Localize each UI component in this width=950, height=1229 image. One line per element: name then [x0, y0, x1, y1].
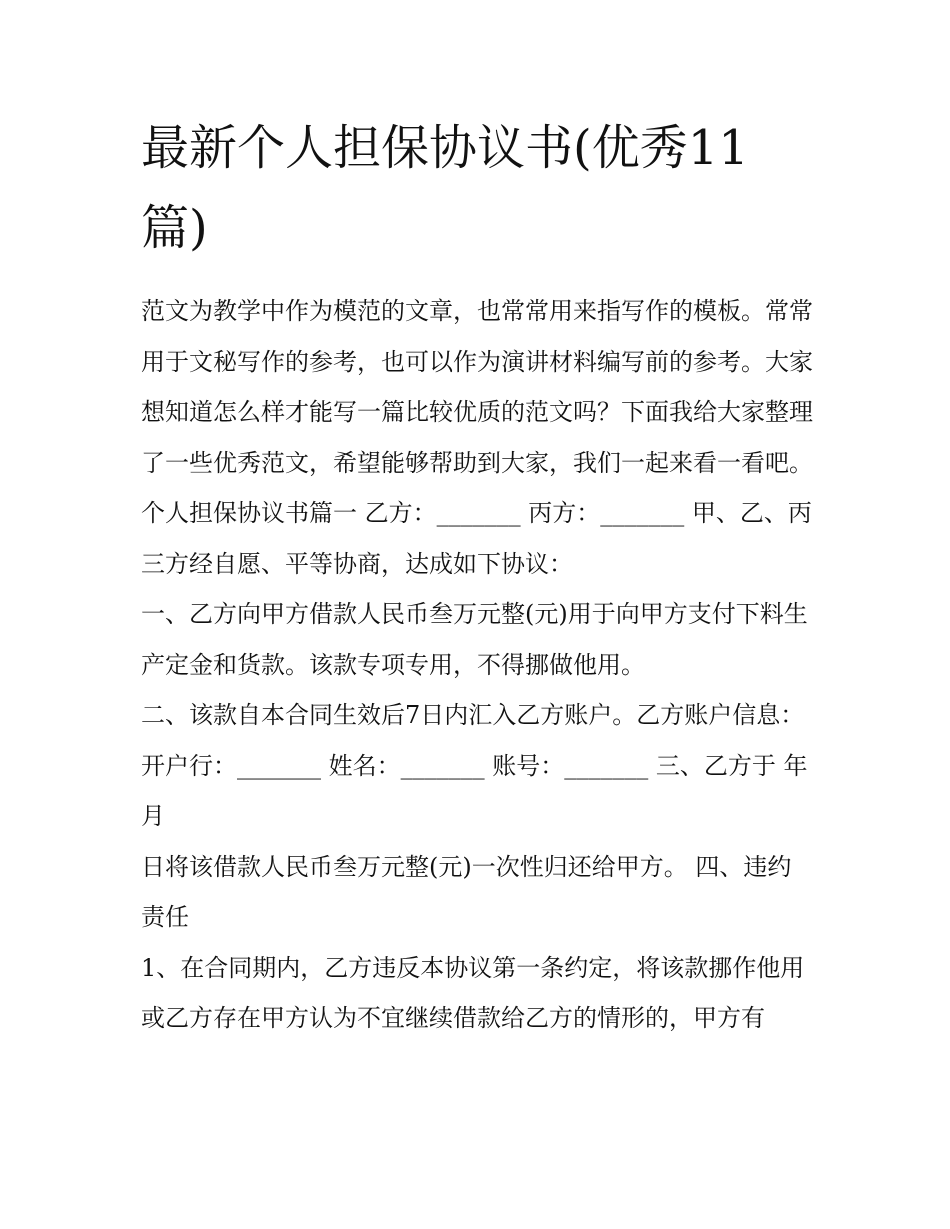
body-paragraph-clause-2: 二、该款自本合同生效后7日内汇入乙方账户。乙方账户信息： 开户行：_______ 姓名：_______ 账号：_______ 三、乙方于 年 月 — [141, 701, 808, 830]
body-paragraph-clause-1: 一、乙方向甲方借款人民币叁万元整(元)用于向甲方支付下料生产定金和货款。该款专项专用，不得挪做他用。 — [141, 600, 808, 679]
body-paragraph-clause-3: 日将该借款人民币叁万元整(元)一次性归还给甲方。 四、违约责任 — [141, 852, 792, 931]
body-paragraph-parties: 个人担保协议书篇一 乙方：_______ 丙方：_______ 甲、乙、丙三方经自愿、平等协商，达成如下协议： — [141, 499, 812, 578]
document-title: 最新个人担保协议书(优秀11篇) — [141, 120, 749, 256]
document-page — [141, 108, 813, 1044]
body-paragraph-liability-1: 1、在合同期内，乙方违反本协议第一条约定，将该款挪作他用或乙方存在甲方认为不宜继续借款给乙方的情形的，甲方有 — [141, 953, 805, 1032]
intro-paragraph: 范文为教学中作为模范的文章，也常常用来指写作的模板。常常用于文秘写作的参考，也可以作为演讲材料编写前的参考。大家想知道怎么样才能写一篇比较优质的范文吗？下面我给大家整理了一些优秀范文，希望能够帮助到大家，我们一起来看一看吧。 — [141, 297, 813, 477]
